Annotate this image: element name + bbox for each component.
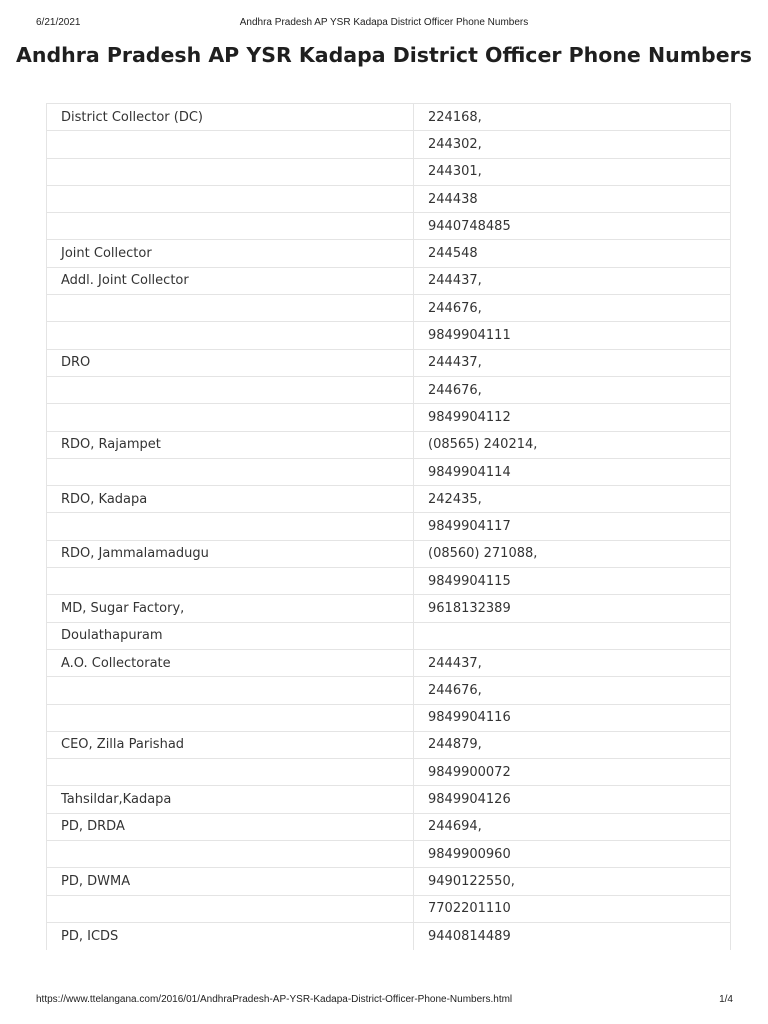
office-cell: DRO [47, 349, 414, 376]
phone-cell: 9849904111 [414, 322, 731, 349]
office-cell [47, 513, 414, 540]
office-cell [47, 295, 414, 322]
print-header-title: Andhra Pradesh AP YSR Kadapa District Officer Phone Numbers [239, 17, 529, 28]
phone-cell: 244694, [414, 813, 731, 840]
table-row [47, 376, 731, 403]
office-cell [47, 677, 414, 704]
table-row [47, 158, 731, 185]
table-row [47, 267, 731, 294]
phone-cell: 9849904117 [414, 513, 731, 540]
phone-cell: 244301, [414, 158, 731, 185]
phone-cell: (08565) 240214, [414, 431, 731, 458]
table-row [47, 458, 731, 485]
phone-cell: 9490122550, [414, 868, 731, 895]
phone-cell: 9849904114 [414, 458, 731, 485]
table-row [47, 813, 731, 840]
phone-cell: 244437, [414, 649, 731, 676]
phone-cell: 244879, [414, 731, 731, 758]
office-cell: Addl. Joint Collector [47, 267, 414, 294]
phone-cell: 244437, [414, 349, 731, 376]
phone-cell: 7702201110 [414, 895, 731, 922]
table-row [47, 841, 731, 868]
table-row [47, 431, 731, 458]
office-cell: Doulathapuram [47, 622, 414, 649]
table-row [47, 349, 731, 376]
table-row [47, 568, 731, 595]
phone-cell: 9440814489 [414, 922, 731, 949]
table-row [47, 895, 731, 922]
print-footer [0, 994, 768, 1008]
office-cell: District Collector (DC) [47, 104, 414, 131]
officer-phone-table [46, 103, 731, 950]
officer-phone-table-body [47, 104, 731, 950]
table-row [47, 540, 731, 567]
office-cell [47, 759, 414, 786]
table-row [47, 731, 731, 758]
office-cell [47, 895, 414, 922]
print-date: 6/21/2021 [36, 17, 81, 28]
office-cell: Tahsildar,Kadapa [47, 786, 414, 813]
office-cell [47, 841, 414, 868]
office-cell: RDO, Jammalamadugu [47, 540, 414, 567]
table-row [47, 759, 731, 786]
office-cell: PD, ICDS [47, 922, 414, 949]
phone-cell: 244437, [414, 267, 731, 294]
table-row [47, 595, 731, 622]
office-cell: MD, Sugar Factory, [47, 595, 414, 622]
print-header [0, 17, 768, 31]
phone-cell: 244676, [414, 295, 731, 322]
office-cell: A.O. Collectorate [47, 649, 414, 676]
phone-cell: 244302, [414, 131, 731, 158]
table-row [47, 213, 731, 240]
phone-cell: 242435, [414, 486, 731, 513]
phone-cell: 244676, [414, 677, 731, 704]
office-cell [47, 131, 414, 158]
table-row [47, 622, 731, 649]
office-cell: RDO, Rajampet [47, 431, 414, 458]
table-row [47, 104, 731, 131]
table-row [47, 677, 731, 704]
office-cell [47, 322, 414, 349]
table-row [47, 322, 731, 349]
phone-cell: 9849904112 [414, 404, 731, 431]
phone-cell: 9618132389 [414, 595, 731, 622]
office-cell: CEO, Zilla Parishad [47, 731, 414, 758]
table-row [47, 240, 731, 267]
page-url: https://www.ttelangana.com/2016/01/AndhraPradesh-AP-YSR-Kadapa-District-Officer-Phone-Numbers.html [36, 994, 513, 1005]
office-cell [47, 158, 414, 185]
phone-cell: 9849904126 [414, 786, 731, 813]
office-cell [47, 185, 414, 212]
office-cell: PD, DWMA [47, 868, 414, 895]
phone-cell: 244438 [414, 185, 731, 212]
table-row [47, 868, 731, 895]
page-number: 1/4 [719, 994, 733, 1005]
office-cell [47, 404, 414, 431]
phone-cell: 9849900960 [414, 841, 731, 868]
office-cell: RDO, Kadapa [47, 486, 414, 513]
phone-cell: 224168, [414, 104, 731, 131]
phone-cell: 9440748485 [414, 213, 731, 240]
table-row [47, 922, 731, 949]
office-cell: PD, DRDA [47, 813, 414, 840]
phone-cell [414, 622, 731, 649]
phone-cell: 244676, [414, 376, 731, 403]
phone-cell: 9849904116 [414, 704, 731, 731]
table-row [47, 131, 731, 158]
office-cell [47, 704, 414, 731]
phone-cell: 9849900072 [414, 759, 731, 786]
phone-cell: 9849904115 [414, 568, 731, 595]
office-cell [47, 458, 414, 485]
page-title: Andhra Pradesh AP YSR Kadapa District Officer Phone Numbers [16, 43, 752, 67]
table-row [47, 295, 731, 322]
office-cell [47, 568, 414, 595]
table-row [47, 649, 731, 676]
table-row [47, 185, 731, 212]
office-cell [47, 376, 414, 403]
phone-cell: 244548 [414, 240, 731, 267]
table-row [47, 704, 731, 731]
table-row [47, 404, 731, 431]
phone-cell: (08560) 271088, [414, 540, 731, 567]
table-row [47, 786, 731, 813]
office-cell [47, 213, 414, 240]
office-cell: Joint Collector [47, 240, 414, 267]
table-row [47, 513, 731, 540]
table-row [47, 486, 731, 513]
